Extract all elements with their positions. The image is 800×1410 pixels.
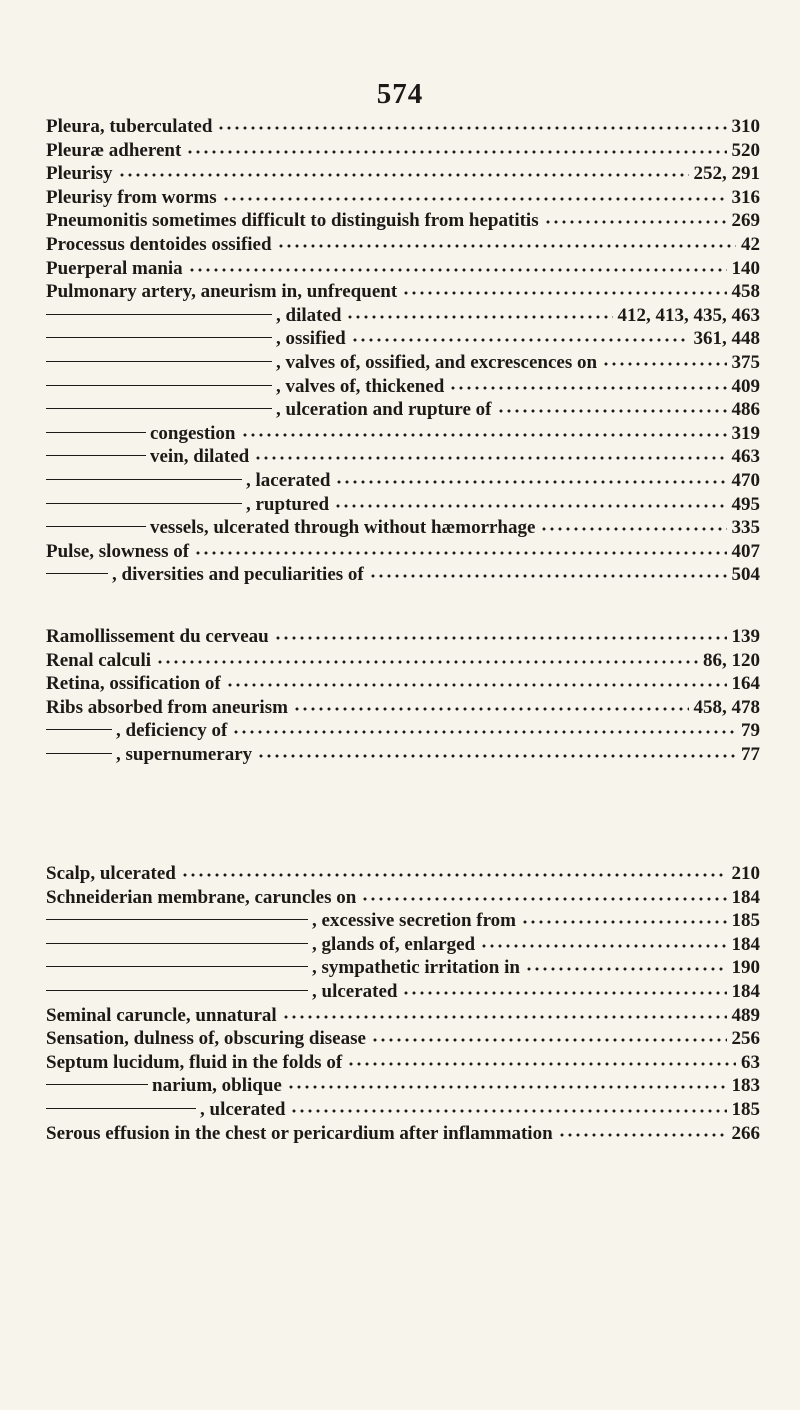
index-page-refs: 335 (731, 517, 760, 539)
index-entry (46, 625, 760, 649)
index-entry (46, 327, 760, 351)
index-entry (46, 1027, 760, 1051)
index-term: , valves of, ossified, and excrescences on (276, 351, 598, 373)
index-entry (46, 422, 760, 446)
dot-leader (361, 896, 726, 902)
index-page-refs: 266 (731, 1122, 760, 1144)
dot-leader (241, 432, 727, 438)
dot-leader (257, 753, 736, 759)
index-entry (46, 980, 760, 1004)
continuation-dash (46, 729, 112, 730)
index-entry (46, 257, 760, 281)
index-term: , diversities and peculiarities of (112, 564, 364, 586)
index-page-refs: 256 (731, 1028, 760, 1050)
index-term: , ulcerated (312, 980, 398, 1002)
index-section-p (46, 115, 760, 587)
dot-leader (544, 219, 727, 225)
index-entry (46, 233, 760, 257)
dot-leader (194, 550, 726, 556)
index-entry (46, 540, 760, 564)
index-entry (46, 933, 760, 957)
index-page-refs: 310 (731, 116, 760, 137)
index-page-refs: 184 (731, 933, 760, 955)
index-page-refs: 486 (731, 399, 760, 421)
index-entry (46, 649, 760, 673)
index-term: , supernumerary (116, 743, 253, 765)
index-term: , glands of, enlarged (312, 933, 476, 955)
index-term: , ulceration and rupture of (276, 399, 492, 421)
index-entry (46, 956, 760, 980)
index-term: congestion (150, 422, 236, 444)
index-page-refs: 252, 291 (693, 163, 760, 185)
index-entry (46, 563, 760, 587)
dot-leader (480, 943, 726, 949)
index-term: Schneiderian membrane, caruncles on (46, 886, 357, 908)
index-entry (46, 139, 760, 163)
index-page-refs: 520 (731, 139, 760, 161)
dot-leader (186, 149, 726, 155)
continuation-dash (46, 1084, 148, 1085)
index-term: Pulmonary artery, aneurism in, unfrequent (46, 281, 398, 303)
index-entry (46, 1122, 760, 1146)
continuation-dash (46, 503, 242, 504)
index-term: Pleurisy (46, 163, 113, 185)
index-entry (46, 696, 760, 720)
dot-leader (402, 990, 726, 996)
continuation-dash (46, 385, 272, 386)
index-term: Pleuræ adherent (46, 139, 182, 161)
index-section-r (46, 625, 760, 767)
index-entry (46, 1074, 760, 1098)
continuation-dash (46, 919, 308, 920)
dot-leader (232, 729, 736, 735)
index-term: , excessive secretion from (312, 910, 516, 932)
index-term: , deficiency of (116, 720, 228, 742)
index-entry (46, 469, 760, 493)
dot-leader (402, 290, 726, 296)
index-entry (46, 516, 760, 540)
index-entry (46, 115, 760, 139)
index-term: Serous effusion in the chest or pericardium after inflammation (46, 1122, 553, 1144)
index-entry (46, 162, 760, 186)
page-number: 574 (376, 78, 424, 110)
index-page-refs: 495 (731, 493, 760, 515)
index-entry (46, 862, 760, 886)
index-page-refs: 184 (731, 886, 760, 908)
index-entry (46, 1051, 760, 1075)
continuation-dash (46, 337, 272, 338)
index-term: Pneumonitis sometimes difficult to distinguish from hepatitis (46, 210, 539, 232)
continuation-dash (46, 943, 308, 944)
index-page-refs: 183 (731, 1075, 760, 1097)
index-entry (46, 375, 760, 399)
continuation-dash (46, 408, 272, 409)
index-section-s (46, 862, 760, 1145)
dot-leader (156, 659, 698, 665)
dot-leader (369, 573, 727, 579)
index-entry (46, 186, 760, 210)
dot-leader (335, 479, 726, 485)
index-term: Retina, ossification of (46, 673, 221, 695)
continuation-dash (46, 432, 146, 433)
dot-leader (181, 872, 727, 878)
continuation-dash (46, 573, 108, 574)
dot-leader (347, 1061, 736, 1067)
index-term: , lacerated (246, 469, 331, 491)
index-page-refs: 409 (731, 375, 760, 397)
index-term: narium, oblique (152, 1075, 282, 1097)
index-page-refs: 139 (731, 626, 760, 647)
index-page-refs: 407 (731, 540, 760, 562)
index-term: Ramollissement du cerveau (46, 626, 269, 647)
index-term: Processus dentoides ossified (46, 233, 272, 255)
index-term: Seminal caruncle, unnatural (46, 1004, 277, 1026)
index-entry (46, 1098, 760, 1122)
index-term: Scalp, ulcerated (46, 863, 176, 884)
continuation-dash (46, 1108, 196, 1109)
index-entry (46, 398, 760, 422)
dot-leader (602, 361, 726, 367)
continuation-dash (46, 526, 146, 527)
index-term: Sensation, dulness of, obscuring disease (46, 1028, 366, 1050)
continuation-dash (46, 753, 112, 754)
index-term: Renal calculi (46, 649, 152, 671)
continuation-dash (46, 966, 308, 967)
index-entry (46, 1004, 760, 1028)
dot-leader (277, 243, 736, 249)
dot-leader (558, 1132, 727, 1138)
index-entry (46, 209, 760, 233)
index-page-refs: 185 (731, 910, 760, 932)
index-term: Pleurisy from worms (46, 186, 217, 208)
index-entry (46, 493, 760, 517)
continuation-dash (46, 990, 308, 991)
dot-leader (346, 314, 612, 320)
index-page-refs: 63 (741, 1051, 760, 1073)
dot-leader (497, 408, 727, 414)
dot-leader (217, 125, 726, 131)
index-entry (46, 743, 760, 767)
index-page-refs: 458, 478 (693, 696, 760, 718)
index-term: , sympathetic irritation in (312, 957, 520, 979)
dot-leader (188, 267, 727, 273)
index-entry (46, 719, 760, 743)
dot-leader (521, 919, 727, 925)
dot-leader (274, 635, 727, 641)
dot-leader (351, 337, 689, 343)
index-entry (46, 304, 760, 328)
dot-leader (525, 966, 727, 972)
index-term: Pleura, tuberculated (46, 116, 213, 137)
index-term: Ribs absorbed from aneurism (46, 696, 288, 718)
index-page-refs: 42 (741, 233, 760, 255)
index-entry (46, 351, 760, 375)
index-page-refs: 185 (731, 1098, 760, 1120)
dot-leader (254, 455, 726, 461)
index-page-refs: 412, 413, 435, 463 (617, 304, 760, 326)
index-page-refs: 77 (741, 743, 760, 765)
index-term: Pulse, slowness of (46, 540, 190, 562)
dot-leader (287, 1084, 727, 1090)
index-entry (46, 280, 760, 304)
index-entry (46, 445, 760, 469)
index-term: , ossified (276, 328, 346, 350)
continuation-dash (46, 479, 242, 480)
dot-leader (222, 196, 727, 202)
index-term: , ruptured (246, 493, 330, 515)
index-page-refs: 463 (731, 446, 760, 468)
index-page-refs: 210 (731, 863, 760, 884)
index-page-refs: 140 (731, 257, 760, 279)
continuation-dash (46, 314, 272, 315)
dot-leader (226, 682, 727, 688)
index-term: Septum lucidum, fluid in the folds of (46, 1051, 343, 1073)
index-term: Puerperal mania (46, 257, 183, 279)
dot-leader (293, 706, 689, 712)
index-entry (46, 909, 760, 933)
continuation-dash (46, 455, 146, 456)
dot-leader (449, 385, 726, 391)
index-page-refs: 316 (731, 186, 760, 208)
index-page-refs: 164 (731, 673, 760, 695)
index-page-refs: 319 (731, 422, 760, 444)
index-term: , dilated (276, 304, 342, 326)
index-page-refs: 470 (731, 469, 760, 491)
index-page-refs: 489 (731, 1004, 760, 1026)
index-page-refs: 269 (731, 210, 760, 232)
index-term: vein, dilated (150, 446, 250, 468)
dot-leader (290, 1108, 726, 1114)
dot-leader (118, 172, 689, 178)
index-page-refs: 458 (731, 281, 760, 303)
index-term: , ulcerated (200, 1098, 286, 1120)
index-term: , valves of, thickened (276, 375, 445, 397)
index-page-refs: 190 (731, 957, 760, 979)
index-entry (46, 672, 760, 696)
index-page-refs: 184 (731, 980, 760, 1002)
index-page-refs: 375 (731, 351, 760, 373)
index-page-refs: 86, 120 (703, 649, 760, 671)
dot-leader (540, 526, 726, 532)
index-page-refs: 504 (731, 564, 760, 586)
index-page-refs: 361, 448 (693, 328, 760, 350)
dot-leader (371, 1037, 727, 1043)
dot-leader (282, 1014, 727, 1020)
index-page-refs: 79 (741, 720, 760, 742)
dot-leader (334, 503, 726, 509)
index-entry (46, 886, 760, 910)
continuation-dash (46, 361, 272, 362)
index-term: vessels, ulcerated through without hæmorrhage (150, 517, 536, 539)
